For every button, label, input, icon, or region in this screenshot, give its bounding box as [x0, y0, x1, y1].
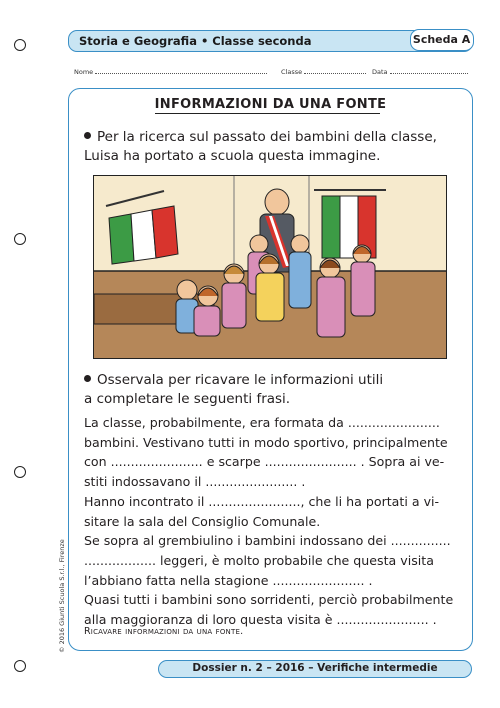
- binder-hole-3: [14, 466, 26, 478]
- name-blank[interactable]: [95, 67, 267, 74]
- name-field[interactable]: [74, 67, 267, 76]
- intro-paragraph: [84, 128, 437, 166]
- copyright-notice: © 2016 Giunti Scuola S.r.l., Firenze: [58, 539, 66, 653]
- date-field[interactable]: [372, 67, 468, 76]
- instruction-paragraph: [84, 371, 383, 409]
- exercise-line[interactable]: Se sopra al grembiulino i bambini indossano dei ...............: [84, 533, 451, 549]
- instruction-line-1: Osservala per ricavare le informazioni utili: [97, 372, 384, 388]
- classroom-illustration: [93, 175, 447, 359]
- date-label: Data: [372, 68, 388, 76]
- binder-hole-2: [14, 233, 26, 245]
- bullet-icon: [84, 375, 91, 382]
- name-label: Nome: [74, 68, 94, 76]
- exercise-line[interactable]: Hanno incontrato il ......................., che li ha portati a vi-: [84, 493, 440, 509]
- header-title: Storia e Geografia • Classe seconda: [79, 34, 312, 48]
- class-blank[interactable]: [304, 67, 366, 74]
- exercise-line[interactable]: con ....................... e scarpe ....................... . Sopra ai ve-: [84, 454, 445, 470]
- exercise-line[interactable]: alla maggioranza di loro questa visita è ....................... .: [84, 612, 437, 628]
- exercise-line: sitare la sala del Consiglio Comunale.: [84, 513, 321, 529]
- class-label: Classe: [281, 68, 303, 76]
- class-field[interactable]: [281, 67, 366, 76]
- binder-hole-4: [14, 660, 26, 672]
- worksheet-title: INFORMAZIONI DA UNA FONTE: [154, 97, 387, 112]
- exercise-line: Quasi tutti i bambini sono sorridenti, perciò probabilmente: [84, 592, 454, 608]
- exercise-line[interactable]: l’abbiano fatta nella stagione ....................... .: [84, 572, 373, 588]
- intro-line-1: Per la ricerca sul passato dei bambini della classe,: [97, 129, 437, 145]
- learning-objective: Ricavare informazioni da una fonte.: [84, 626, 244, 637]
- sheet-tab: Scheda A: [410, 29, 474, 51]
- exercise-line[interactable]: bambini. Vestivano tutti in modo sportivo, principalmente: [84, 434, 448, 450]
- binder-hole-1: [14, 39, 26, 51]
- intro-line-2: Luisa ha portato a scuola questa immagine.: [84, 148, 381, 164]
- exercise-line[interactable]: La classe, probabilmente, era formata da .......................: [84, 415, 440, 430]
- exercise-line[interactable]: stiti indossavano il ....................... .: [84, 474, 306, 490]
- date-blank[interactable]: [390, 67, 468, 74]
- bullet-icon: [84, 132, 91, 139]
- header-bar: [68, 30, 473, 52]
- instruction-line-2: a completare le seguenti frasi.: [84, 391, 291, 407]
- council-room-drawing: [94, 176, 447, 359]
- fill-in-exercise[interactable]: [84, 413, 464, 630]
- title-underline: [155, 113, 380, 114]
- footer-bar: Dossier n. 2 – 2016 – Verifiche intermedie: [158, 660, 472, 678]
- exercise-line[interactable]: .................. leggeri, è molto probabile che questa visita: [84, 552, 434, 568]
